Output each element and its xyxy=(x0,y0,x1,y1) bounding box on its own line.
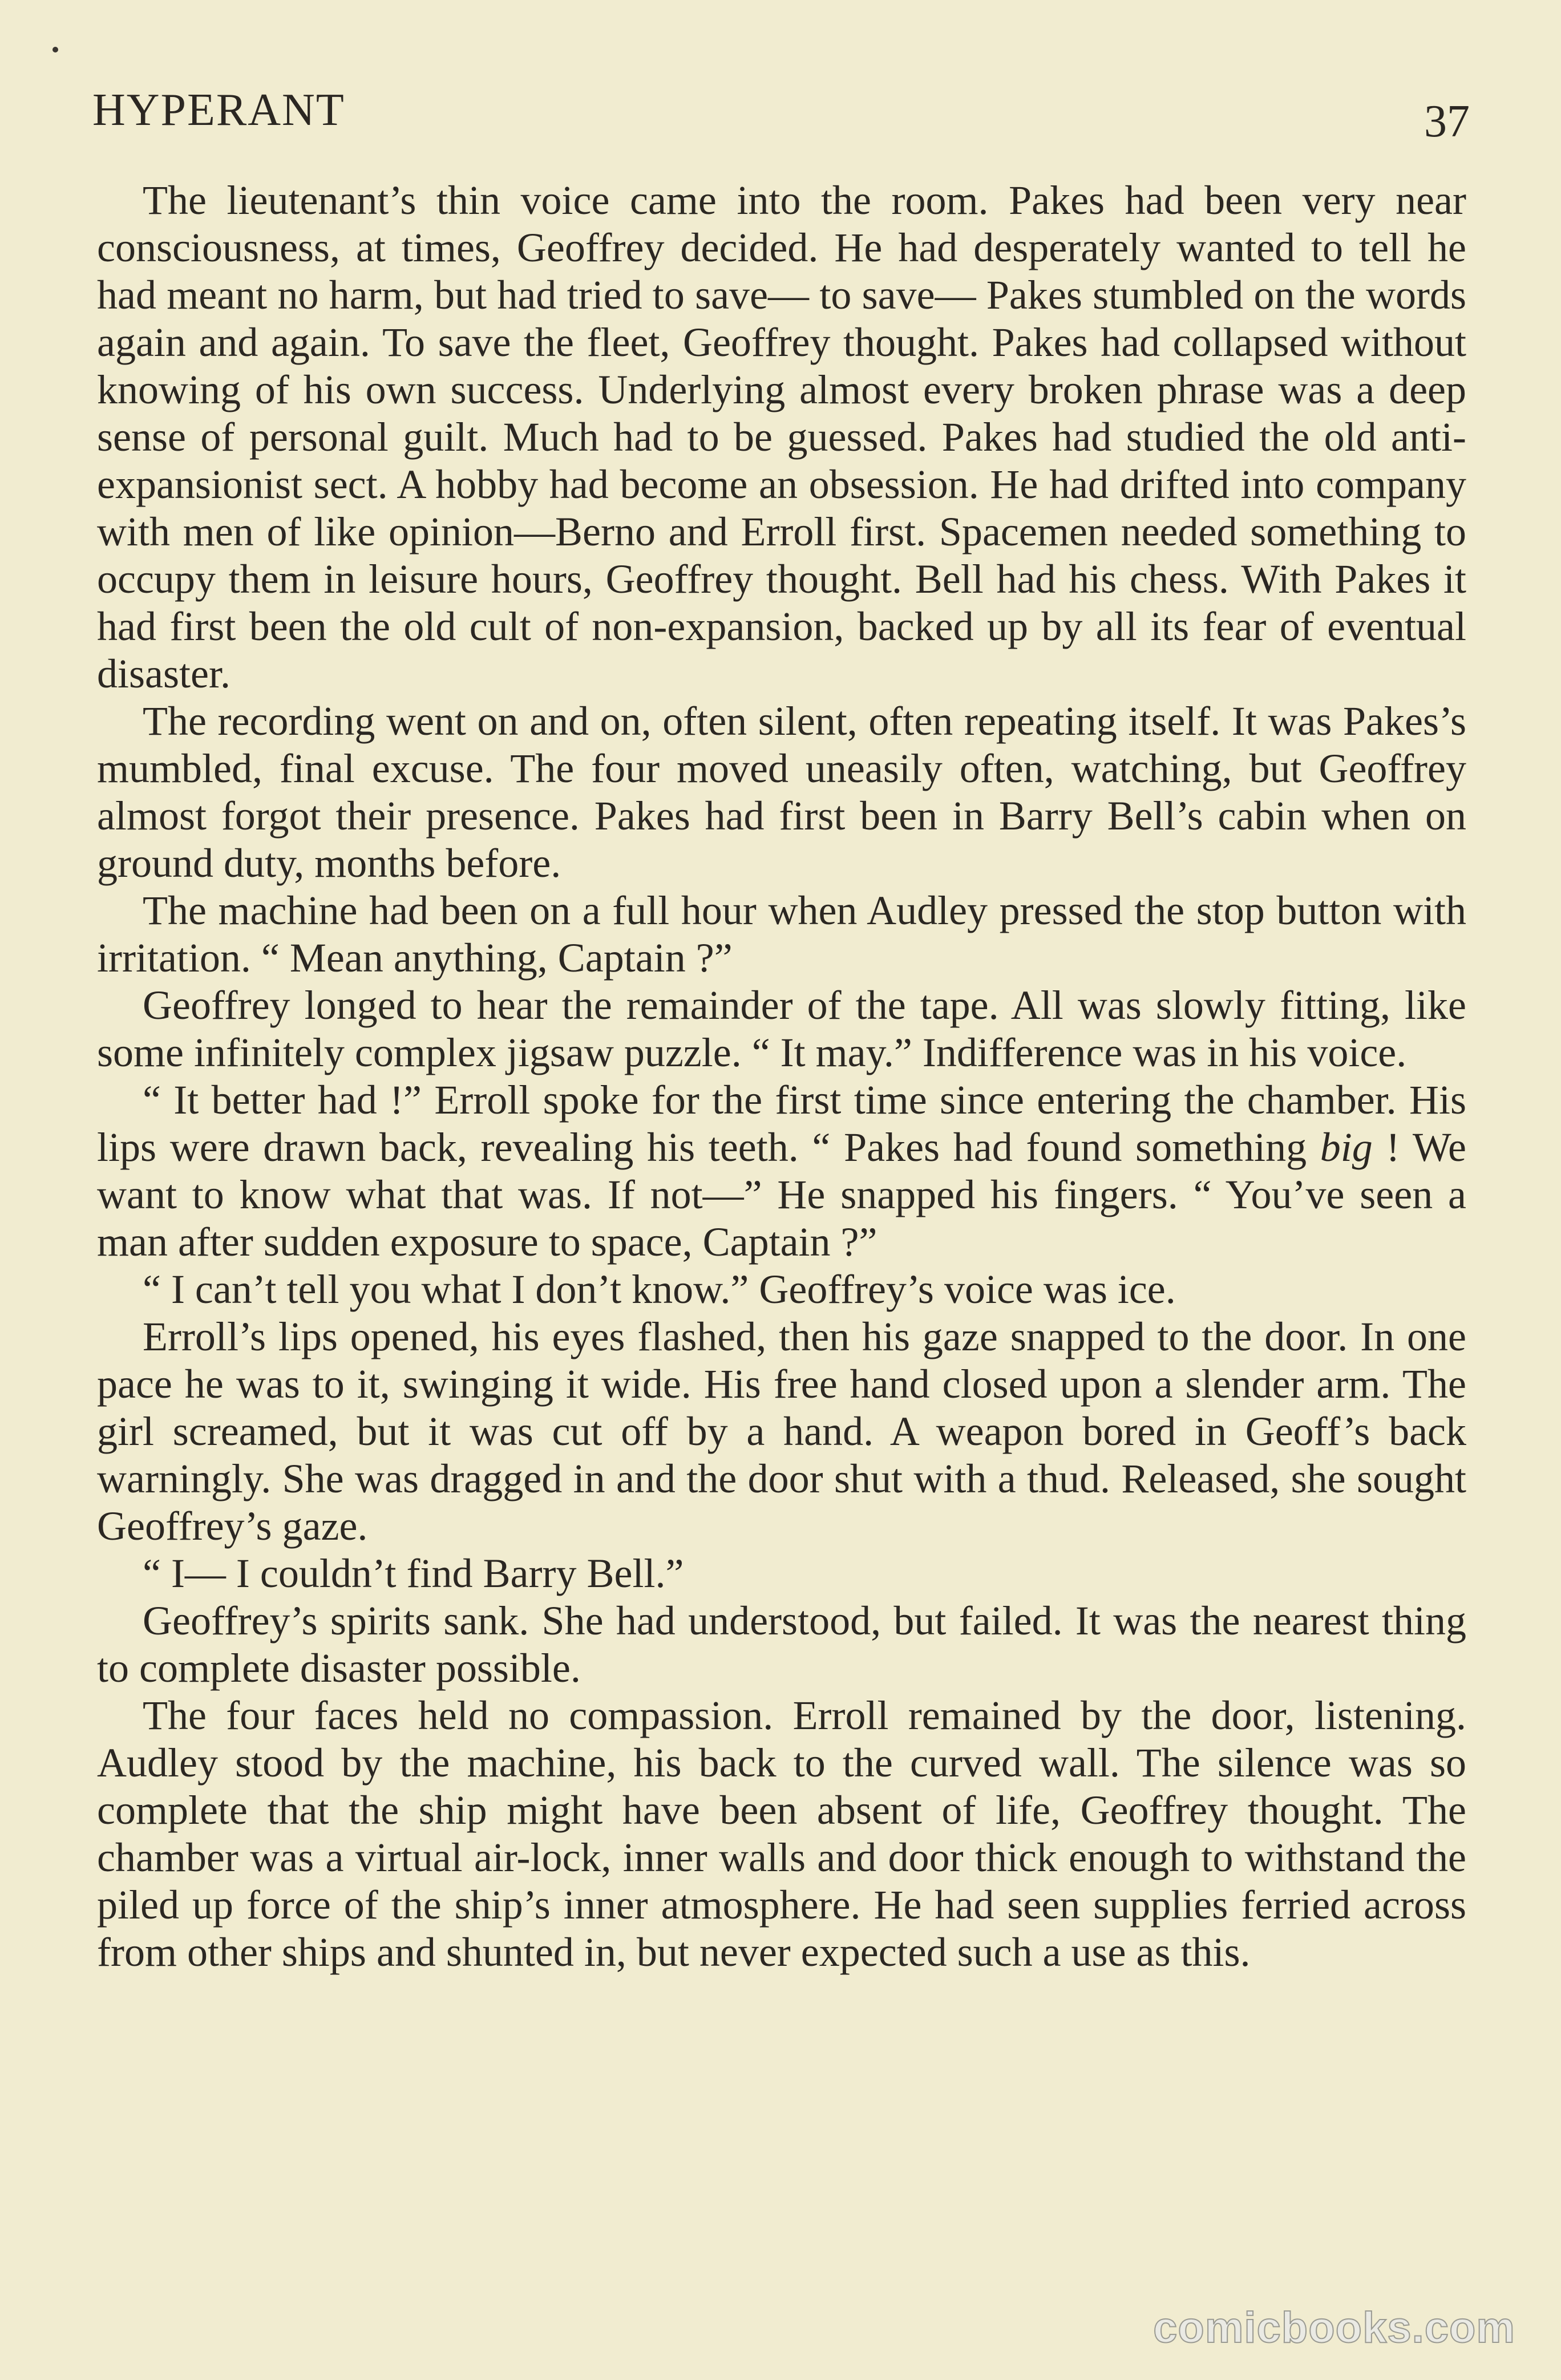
paragraph: Geoffrey longed to hear the remainder of the tape. All was slowly fitting, like some infinitely complex jigsaw puzzle. “ It may.” Indifference was in his voice. xyxy=(97,982,1466,1075)
paragraph: “ I can’t tell you what I don’t know.” Geoffrey’s voice was ice. xyxy=(143,1266,1176,1312)
paragraph: Erroll’s lips opened, his eyes flashed, then his gaze snapped to the door. In one pace he was to it, swinging it wide. His free hand closed upon a slender arm. The girl screamed, but it was cut off by a hand. A weapon bored in Geoff’s back warningly. She was dragged in and the door shut with a thud. Released, she sought Geoffrey’s gaze. xyxy=(97,1314,1466,1549)
italic-word: big xyxy=(1320,1124,1373,1170)
paragraph: “ I— I couldn’t find Barry Bell.” xyxy=(143,1551,684,1596)
paragraph: The recording went on and on, often silent, often repeating itself. It was Pakes’s mumbled, final excuse. The four moved uneasily often, watching, but Geoffrey almost forgot their presence. Pakes had first been in Barry Bell’s cabin when on ground duty, months before. xyxy=(97,698,1466,886)
paragraph: The lieutenant’s thin voice came into the room. Pakes had been very near consciousness, at times, Geoffrey decided. He had desperately wanted to tell he had meant no harm, but had tried to save— to save— Pakes stumbled on the words again and again. To save the fleet, Geoffrey thought. Pakes had collapsed without knowing of his own success. Underlying almost every broken phrase was a deep sense of personal guilt. Much had to be guessed. Pakes had studied the old anti-expansionist sect. A hobby had become an obsession. He had drifted into company with men of like opinion—Berno and Erroll first. Spacemen needed something to occupy them in leisure hours, Geoffrey thought. Bell had his chess. With Pakes it had first been the old cult of non-expansion, backed up by all its fear of eventual disaster. xyxy=(97,177,1466,697)
paragraph-with-italic xyxy=(97,1076,1466,1266)
page-speck xyxy=(52,47,58,52)
page-number: 37 xyxy=(1424,96,1470,147)
paragraph-text: “ It better had !” Erroll spoke for the first time since entering the chamber. His lips were drawn back, revealing his teeth. “ Pakes had found something xyxy=(97,1077,1466,1170)
watermark: comicbooks.com xyxy=(1153,2304,1515,2352)
paragraph: The machine had been on a full hour when Audley pressed the stop button with irritation. “ Mean anything, Captain ?” xyxy=(97,888,1466,981)
body-text xyxy=(97,177,1466,1976)
running-head-title: HYPERANT xyxy=(92,85,345,135)
paragraph: Geoffrey’s spirits sank. She had understood, but failed. It was the nearest thing to complete disaster possible. xyxy=(97,1598,1466,1691)
paragraph-text: ! We want to know what that was. If not—” He snapped his fingers. “ You’ve seen a man after sudden exposure to space, Captain ?” xyxy=(97,1124,1466,1265)
paragraph: The four faces held no compassion. Erroll remained by the door, listening. Audley stood by the machine, his back to the curved wall. The silence was so complete that the ship might have been absent of life, Geoffrey thought. The chamber was a virtual air-lock, inner walls and door thick enough to withstand the piled up force of the ship’s inner atmosphere. He had seen supplies ferried across from other ships and shunted in, but never expected such a use as this. xyxy=(97,1693,1466,1975)
